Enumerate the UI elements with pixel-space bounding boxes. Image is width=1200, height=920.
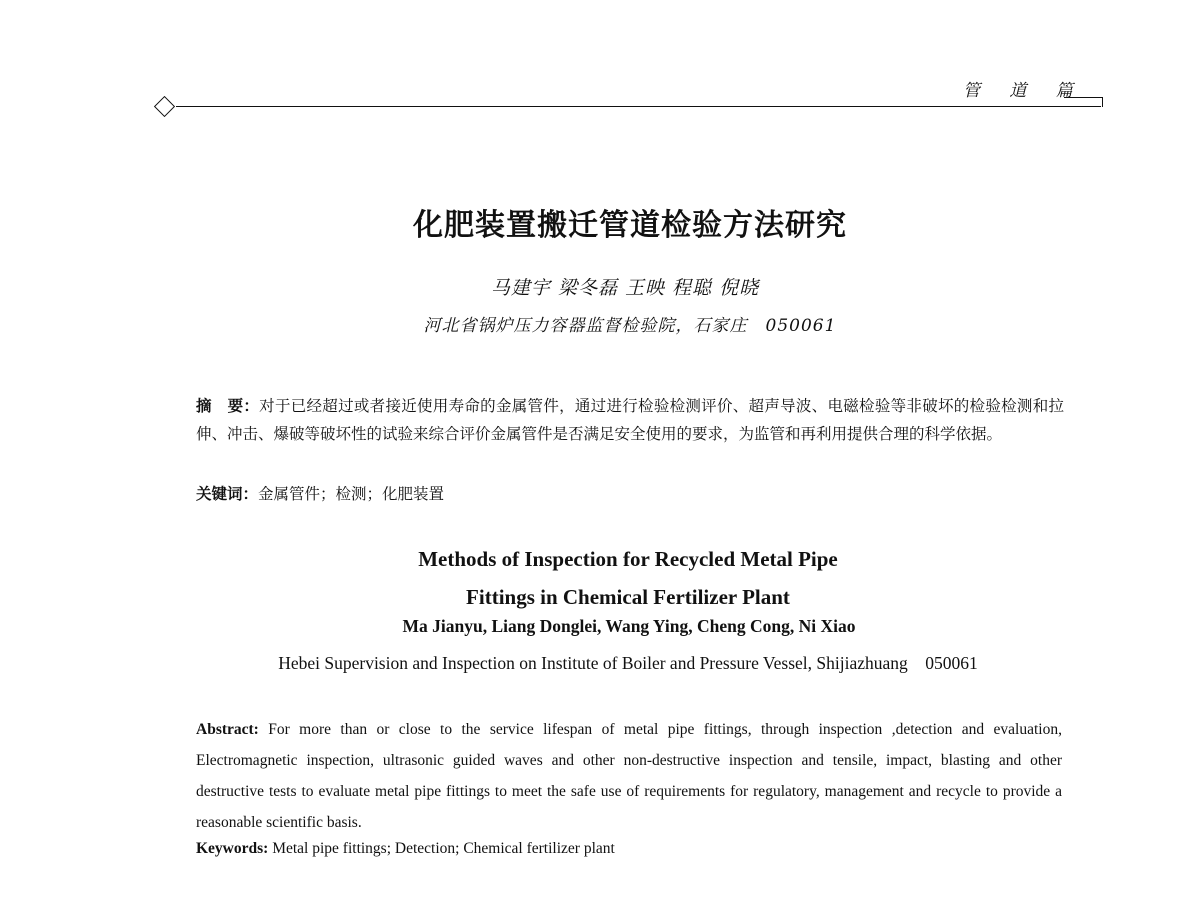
abstract-en-label: Abstract:	[196, 721, 259, 738]
keywords-en-text: Metal pipe fittings; Detection; Chemical fertilizer plant	[268, 840, 615, 857]
keywords-cn-text: 金属管件；检测；化肥装置	[258, 485, 445, 503]
abstract-cn-label: 摘 要：	[196, 397, 260, 415]
abstract-en	[196, 714, 1062, 838]
paper-title-en-line2: Fittings in Chemical Fertilizer Plant	[466, 585, 790, 609]
authors-en: Ma Jianyu, Liang Donglei, Wang Ying, Cheng Cong, Ni Xiao	[402, 616, 856, 636]
keywords-en	[196, 840, 615, 858]
affiliation-en: Hebei Supervision and Inspection on Institute of Boiler and Pressure Vessel, Shijiazhuang 050061	[278, 653, 978, 673]
authors-cn: 马建宇 梁冬磊 王映 程聪 倪晓	[490, 277, 760, 299]
affiliation-cn: 河北省锅炉压力容器监督检验院，石家庄 050061	[423, 316, 837, 336]
paper-title-en	[0, 540, 1200, 616]
header-rule	[176, 106, 1101, 107]
keywords-en-label: Keywords:	[196, 840, 269, 857]
abstract-en-text: For more than or close to the service lifespan of metal pipe fittings, through inspection ,detection and evaluation, Electromagnetic inspection, ultrasonic guided waves and other non-destructive inspection and tensile, impact, blasting and other destructive tests to evaluate metal pipe fittings to meet the safe use of requirements for regulatory, management and recycle to provide a reasonable scientific basis.	[196, 721, 1062, 831]
diamond-icon	[154, 96, 175, 117]
abstract-cn	[196, 392, 1064, 448]
abstract-cn-text: 对于已经超过或者接近使用寿命的金属管件，通过进行检验检测评价、超声导波、电磁检验等非破坏的检验检测和拉伸、冲击、爆破等破坏性的试验来综合评价金属管件是否满足安全使用的要求，为监管和再利用提供合理的科学依据。	[196, 397, 1064, 443]
paper-title-en-line1: Methods of Inspection for Recycled Metal Pipe	[418, 547, 838, 571]
section-label: 管 道 篇	[963, 81, 1085, 101]
keywords-cn-label: 关键词：	[196, 485, 259, 503]
keywords-cn	[196, 482, 444, 504]
paper-title-cn: 化肥装置搬迁管道检验方法研究	[413, 208, 847, 243]
header-tab-bracket	[1064, 97, 1103, 107]
